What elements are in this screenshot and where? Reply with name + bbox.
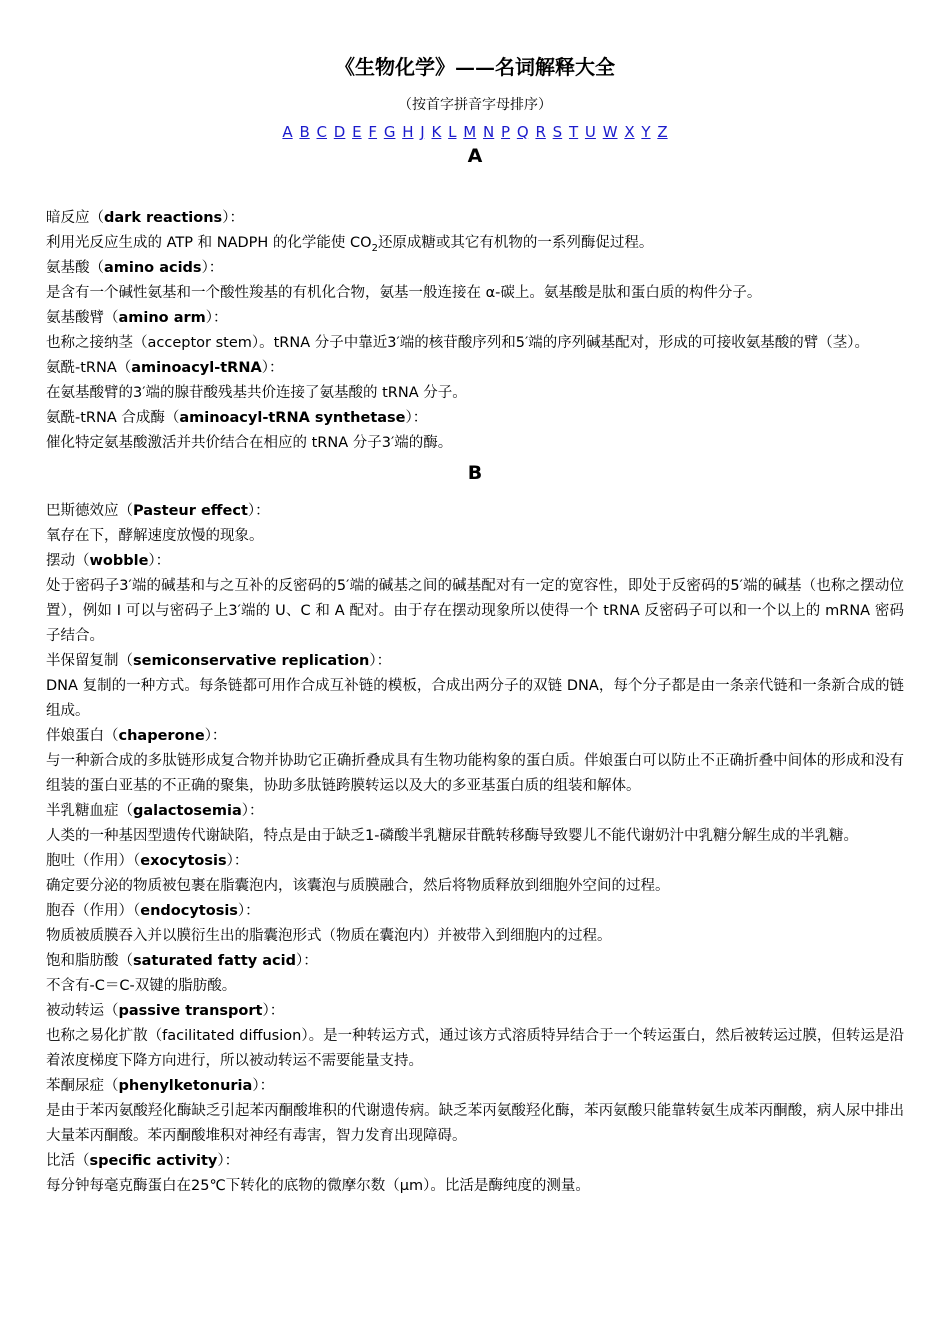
term-chinese: 苯酮尿症 — [46, 1078, 104, 1094]
letter-link-u[interactable]: U — [584, 123, 596, 141]
letter-index-nav — [46, 122, 904, 142]
term-chinese: 摆动 — [46, 553, 75, 569]
entry-definition: 催化特定氨基酸激活并共价结合在相应的 tRNA 分子3′端的酶。 — [46, 435, 453, 451]
glossary-entry — [46, 1149, 904, 1199]
glossary-entry — [46, 949, 904, 999]
subscript: 2 — [371, 242, 378, 254]
entry-term: 氨酰-tRNA 合成酶（aminoacyl-tRNA synthetase）： — [46, 410, 428, 426]
letter-link-b[interactable]: B — [299, 123, 310, 141]
term-chinese: 饱和脂肪酸 — [46, 953, 119, 969]
letter-link-m[interactable]: M — [463, 123, 477, 141]
letter-link-j[interactable]: J — [420, 123, 425, 141]
entry-definition: 也称之接纳茎（acceptor stem）。tRNA 分子中靠近3′端的核苷酸序列和5′端的序列碱基配对，形成的可接收氨基酸的臂（茎）。 — [46, 335, 870, 351]
glossary-entry — [46, 256, 904, 306]
letter-link-a[interactable]: A — [282, 123, 293, 141]
term-english: aminoacyl-tRNA synthetase — [179, 410, 406, 426]
entry-term: 被动转运（passive transport）： — [46, 1003, 285, 1019]
document-title: 《生物化学》——名词解释大全 — [335, 55, 615, 79]
term-chinese: 氨基酸臂 — [46, 310, 104, 326]
letter-link-p[interactable]: P — [501, 123, 511, 141]
entry-term: 半保留复制（semiconservative replication）： — [46, 653, 392, 669]
term-english: specific activity — [89, 1153, 218, 1169]
term-chinese: 伴娘蛋白 — [46, 728, 104, 744]
letter-link-q[interactable]: Q — [516, 123, 529, 141]
term-chinese: 半乳糖血症 — [46, 803, 119, 819]
glossary-entry — [46, 549, 904, 649]
term-english: phenylketonuria — [118, 1078, 253, 1094]
term-chinese: 氨酰-tRNA 合成酶 — [46, 410, 165, 426]
section-heading-a: A — [467, 145, 483, 167]
entry-term: 摆动（wobble）： — [46, 553, 171, 569]
entry-term: 暗反应（dark reactions）： — [46, 210, 244, 226]
entry-definition: 确定要分泌的物质被包裹在脂囊泡内，该囊泡与质膜融合，然后将物质释放到细胞外空间的过程。 — [46, 878, 670, 894]
entry-definition: 与一种新合成的多肽链形成复合物并协助它正确折叠成具有生物功能构象的蛋白质。伴娘蛋白可以防止不正确折叠中间体的形成和没有组装的蛋白亚基的不正确的聚集，协助多肽链跨膜转运以及大的多亚基蛋白质的组装和解体。 — [46, 753, 904, 794]
glossary-entry — [46, 849, 904, 899]
glossary-entry — [46, 406, 904, 456]
entry-term: 氨基酸（amino acids）： — [46, 260, 224, 276]
term-english: saturated fatty acid — [133, 953, 296, 969]
entry-definition: DNA 复制的一种方式。每条链都可用作合成互补链的模板，合成出两分子的双链 DNA，每个分子都是由一条亲代链和一条新合成的链组成。 — [46, 678, 904, 719]
term-english: galactosemia — [133, 803, 242, 819]
term-chinese: 被动转运 — [46, 1003, 104, 1019]
letter-link-e[interactable]: E — [352, 123, 362, 141]
entry-term: 氨基酸臂（amino arm）： — [46, 310, 228, 326]
entry-term: 巴斯德效应（Pasteur effect）： — [46, 503, 270, 519]
glossary-entry — [46, 649, 904, 724]
term-english: semiconservative replication — [133, 653, 370, 669]
glossary-entry — [46, 356, 904, 406]
section-heading-b: B — [467, 462, 483, 484]
entry-definition: 每分钟每毫克酶蛋白在25℃下转化的底物的微摩尔数（μm）。比活是酶纯度的测量。 — [46, 1178, 590, 1194]
term-chinese: 氨酰-tRNA — [46, 360, 117, 376]
entry-term: 氨酰-tRNA（aminoacyl-tRNA）： — [46, 360, 284, 376]
letter-link-z[interactable]: Z — [657, 123, 668, 141]
sort-note: （按首字拼音字母排序） — [398, 97, 552, 113]
letter-link-r[interactable]: R — [535, 123, 546, 141]
letter-link-s[interactable]: S — [552, 123, 563, 141]
term-english: wobble — [89, 553, 149, 569]
term-english: amino arm — [118, 310, 206, 326]
letter-link-w[interactable]: W — [602, 123, 618, 141]
term-chinese: 氨基酸 — [46, 260, 90, 276]
letter-link-x[interactable]: X — [624, 123, 635, 141]
term-english: dark reactions — [104, 210, 223, 226]
glossary-entry — [46, 899, 904, 949]
term-chinese: 比活 — [46, 1153, 75, 1169]
glossary-entry — [46, 499, 904, 549]
entry-definition: 氧存在下，酵解速度放慢的现象。 — [46, 528, 264, 544]
definition-text: 还原成糖或其它有机物的一系列酶促过程。 — [377, 235, 654, 251]
term-english: passive transport — [118, 1003, 263, 1019]
letter-link-k[interactable]: K — [431, 123, 442, 141]
entry-definition: 人类的一种基因型遗传代谢缺陷，特点是由于缺乏1-磷酸半乳糖尿苷酰转移酶导致婴儿不能代谢奶汁中乳糖分解生成的半乳糖。 — [46, 828, 858, 844]
term-chinese: 巴斯德效应 — [46, 503, 119, 519]
entry-definition: 也称之易化扩散（facilitated diffusion）。是一种转运方式，通过该方式溶质特异结合于一个转运蛋白，然后被转运过膜，但转运是沿着浓度梯度下降方向进行，所以被动转运不需要能量支持。 — [46, 1028, 904, 1069]
entry-term: 胞吞（作用）（endocytosis）： — [46, 903, 260, 919]
entry-definition: 处于密码子3′端的碱基和与之互补的反密码的5′端的碱基之间的碱基配对有一定的宽容性，即处于反密码的5′端的碱基（也称之摆动位置），例如 I 可以与密码子上3′端的 U、C 和 A 配对。由于存在摆动现象所以使得一个 tRNA 反密码子可以和一个以上的 mRNA 密码子结合。 — [46, 578, 904, 644]
term-chinese: 半保留复制 — [46, 653, 119, 669]
entry-term: 伴娘蛋白（chaperone）： — [46, 728, 227, 744]
letter-link-l[interactable]: L — [448, 123, 457, 141]
glossary-entry — [46, 1074, 904, 1149]
term-chinese: 胞吞（作用） — [46, 903, 133, 919]
letter-link-g[interactable]: G — [383, 123, 396, 141]
entry-definition — [46, 231, 904, 256]
glossary-entry — [46, 999, 904, 1074]
term-chinese: 胞吐（作用） — [46, 853, 133, 869]
section-a-entries — [46, 206, 904, 456]
entry-definition: 是含有一个碱性氨基和一个酸性羧基的有机化合物，氨基一般连接在 α-碳上。氨基酸是肽和蛋白质的构件分子。 — [46, 285, 762, 301]
term-english: aminoacyl-tRNA — [131, 360, 262, 376]
letter-link-y[interactable]: Y — [641, 123, 651, 141]
entry-term: 胞吐（作用）（exocytosis）： — [46, 853, 249, 869]
term-english: endocytosis — [140, 903, 238, 919]
term-english: chaperone — [118, 728, 205, 744]
letter-link-t[interactable]: T — [568, 123, 579, 141]
entry-definition: 是由于苯丙氨酸羟化酶缺乏引起苯丙酮酸堆积的代谢遗传病。缺乏苯丙氨酸羟化酶，苯丙氨酸只能靠转氨生成苯丙酮酸，病人尿中排出大量苯丙酮酸。苯丙酮酸堆积对神经有毒害，智力发育出现障碍。 — [46, 1103, 904, 1144]
term-english: amino acids — [104, 260, 202, 276]
glossary-entry — [46, 306, 904, 356]
letter-link-d[interactable]: D — [333, 123, 346, 141]
entry-term: 半乳糖血症（galactosemia）： — [46, 803, 264, 819]
letter-link-f[interactable]: F — [368, 123, 378, 141]
section-b-entries — [46, 499, 904, 1199]
glossary-entry — [46, 724, 904, 799]
entry-definition: 在氨基酸臂的3′端的腺苷酸残基共价连接了氨基酸的 tRNA 分子。 — [46, 385, 467, 401]
entry-definition: 物质被质膜吞入并以膜衍生出的脂囊泡形式（物质在囊泡内）并被带入到细胞内的过程。 — [46, 928, 612, 944]
term-english: exocytosis — [140, 853, 227, 869]
letter-link-h[interactable]: H — [402, 123, 414, 141]
glossary-entry — [46, 799, 904, 849]
term-chinese: 暗反应 — [46, 210, 90, 226]
term-english: Pasteur effect — [133, 503, 248, 519]
letter-link-c[interactable]: C — [316, 123, 327, 141]
entry-term: 饱和脂肪酸（saturated fatty acid）： — [46, 953, 318, 969]
entry-term: 比活（specific activity）： — [46, 1153, 240, 1169]
entry-term: 苯酮尿症（phenylketonuria）： — [46, 1078, 275, 1094]
letter-link-n[interactable]: N — [483, 123, 495, 141]
entry-definition: 不含有-C＝C-双键的脂肪酸。 — [46, 978, 237, 994]
glossary-entry — [46, 206, 904, 256]
definition-text: 利用光反应生成的 ATP 和 NADPH 的化学能使 CO — [46, 235, 372, 251]
